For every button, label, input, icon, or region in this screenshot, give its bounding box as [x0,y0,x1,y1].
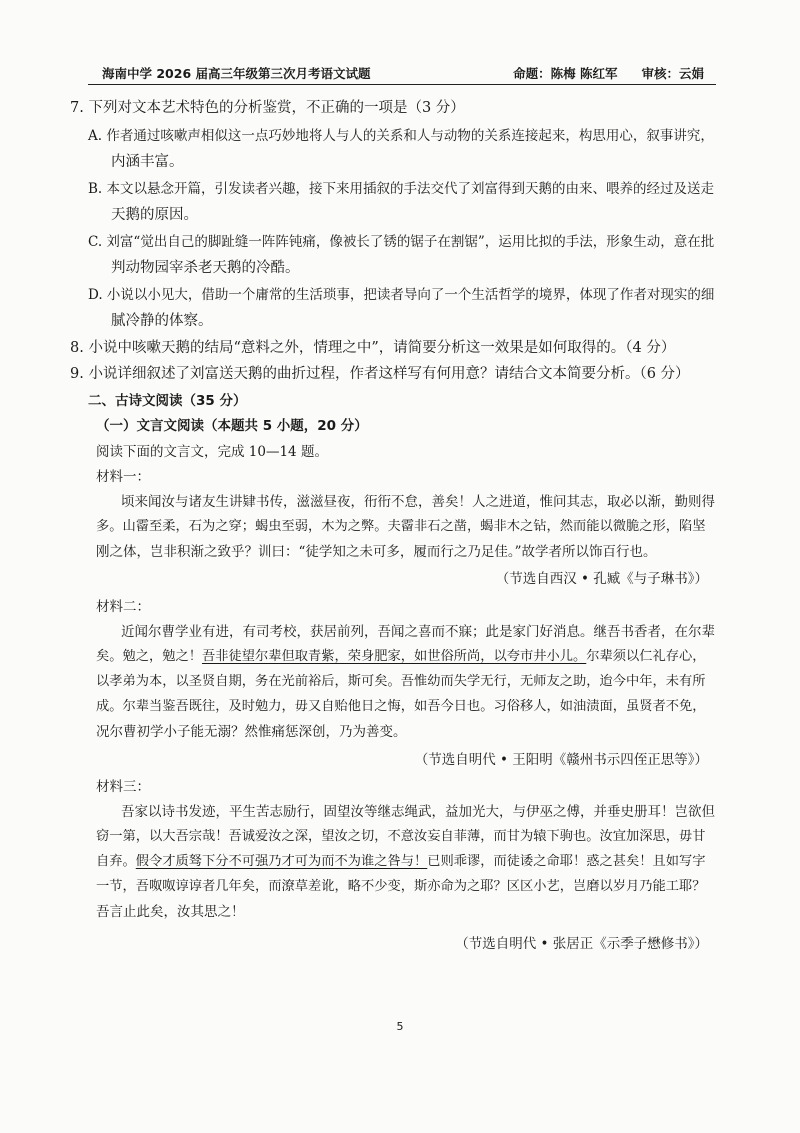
option-a-line2: 内涵丰富。 [111,154,184,170]
material-2-line2 [96,645,706,664]
reading-instruction: 阅读下面的文言文，完成 10—14 题。 [96,444,328,460]
material-2-line1: 近闻尔曹学业有进，有司考校，获居前列，吾闻之喜而不寐；此是家门好消息。继吾书香者，在尔辈 [121,624,715,640]
option-c-line1: C. 刘富“觉出自己的脚趾缝一阵阵钝痛，像被长了锈的锯子在割锯”，运用比拟的手法，形象生动，意在批 [88,234,715,250]
material-3-line1: 吾家以诗书发迹，平生苦志励行，固望汝等继志绳武，益加光大，与伊巫之傅，并垂史册耳！岂欲但 [121,804,715,820]
material-1-source: （节选自西汉 • 孔臧《与子琳书》） [495,571,708,587]
option-b-line1: B. 本文以悬念开篇，引发读者兴趣，接下来用插叙的手法交代了刘富得到天鹅的由来、喂养的经过及送走 [88,181,715,197]
material-3-line2: 窃一第，以大吾宗哉！吾诚爱汝之深，望汝之切，不意汝妄自菲薄，而甘为辕下驹也。汝宜加深思，毋甘 [96,829,706,844]
material-3-line3-start: 自弃。 [96,854,136,869]
question-9: 9. 小说详细叙述了刘富送天鹅的曲折过程，作者这样写有何用意？请结合文本简要分析。（6 分） [70,366,690,382]
page-number: 5 [396,1020,404,1033]
material-2-line5: 况尔曹初学小子能无溺？然惟痛惩深创，乃为善变。 [96,724,407,740]
material-3-source: （节选自明代 • 张居正《示季子懋修书》） [455,936,708,952]
material-2-line2-end: 尔辈须以仁礼存心， [586,649,706,664]
material-3-line3 [96,850,706,869]
material-3-line4: 一节，吾呶呶谆谆者几年矣，而潦草差讹，略不少变，斯亦命为之耶？区区小艺，岂磨以岁月乃能工耶？ [96,879,706,894]
exam-title: 海南中学 2026 届高三年级第三次月考语文试题 [102,66,371,81]
option-b-line2: 天鹅的原因。 [111,207,198,223]
credits [505,64,704,82]
material-1-line3: 刚之体，岂非积渐之致乎？训曰：“徒学知之未可多，履而行之乃足佳。”故学者所以饰百行也。 [96,544,657,560]
authors-label: 命题：陈梅 陈红军 [513,66,618,81]
material-1-line2: 多。山霤至柔，石为之穿；蝎虫至弱，木为之弊。夫霤非石之凿，蝎非木之钻，然而能以微脆之形，陷坚 [96,519,706,534]
option-a-line1: A. 作者通过咳嗽声相似这一点巧妙地将人与人的关系和人与动物的关系连接起来，构思用心，叙事讲究， [88,128,714,144]
material-2-line3: 以孝弟为本，以圣贤自期，务在光前裕后，斯可矣。吾惟幼而失学无行，无师友之助，迨今中年，未有所 [96,674,706,689]
option-d-line2: 腻冷静的体察。 [111,313,213,329]
page-header [88,60,716,85]
section-2-heading: 二、古诗文阅读（35 分） [88,393,247,409]
material-2-line2-start: 矣。勉之，勉之！ [96,649,203,664]
question-8: 8. 小说中咳嗽天鹅的结局“意料之外，情理之中”，请简要分析这一效果是如何取得的。（4 分） [70,340,676,356]
option-d-line1: D. 小说以小见大，借助一个庸常的生活琐事，把读者导向了一个生活哲学的境界，体现了作者对现实的细 [88,287,715,303]
option-c-line2: 判动物园宰杀老天鹅的冷酷。 [111,260,300,276]
material-1-label: 材料一： [96,469,150,485]
material-1-line1: 顷来闻汝与诸友生讲肄书传，滋滋昼夜，衎衎不怠，善矣！人之进道，惟问其志，取必以渐，勤则得 [121,494,715,510]
material-2-line4: 成。尔辈当鉴吾既往，及时勉力，毋又自贻他日之悔，如吾今日也。习俗移人，如油渍面，虽贤者不免， [96,699,706,714]
material-3-line3-end: 已则乖谬，而徒诿之命耶！惑之甚矣！且如写字 [427,854,706,869]
material-2-label: 材料二： [96,599,150,615]
subsection-1-heading: （一）文言文阅读（本题共 5 小题，20 分） [96,418,368,434]
material-3-line5: 吾言止此矣，汝其思之！ [96,904,245,920]
material-3-label: 材料三： [96,779,150,795]
question-7-stem: 7. 下列对文本艺术特色的分析鉴赏，不正确的一项是（3 分） [70,100,465,116]
material-2-underlined-sentence: 吾非徒望尔辈但取青紫，荣身肥家，如世俗所尚，以夸市井小儿。 [202,649,587,664]
reviewer-label: 审核：云娟 [641,66,704,81]
material-2-source: （节选自明代 • 王阳明《赣州书示四侄正思等》） [414,752,708,768]
material-3-underlined-sentence: 假令才质驽下分不可强乃才可为而不为谁之咎与！ [135,854,428,869]
